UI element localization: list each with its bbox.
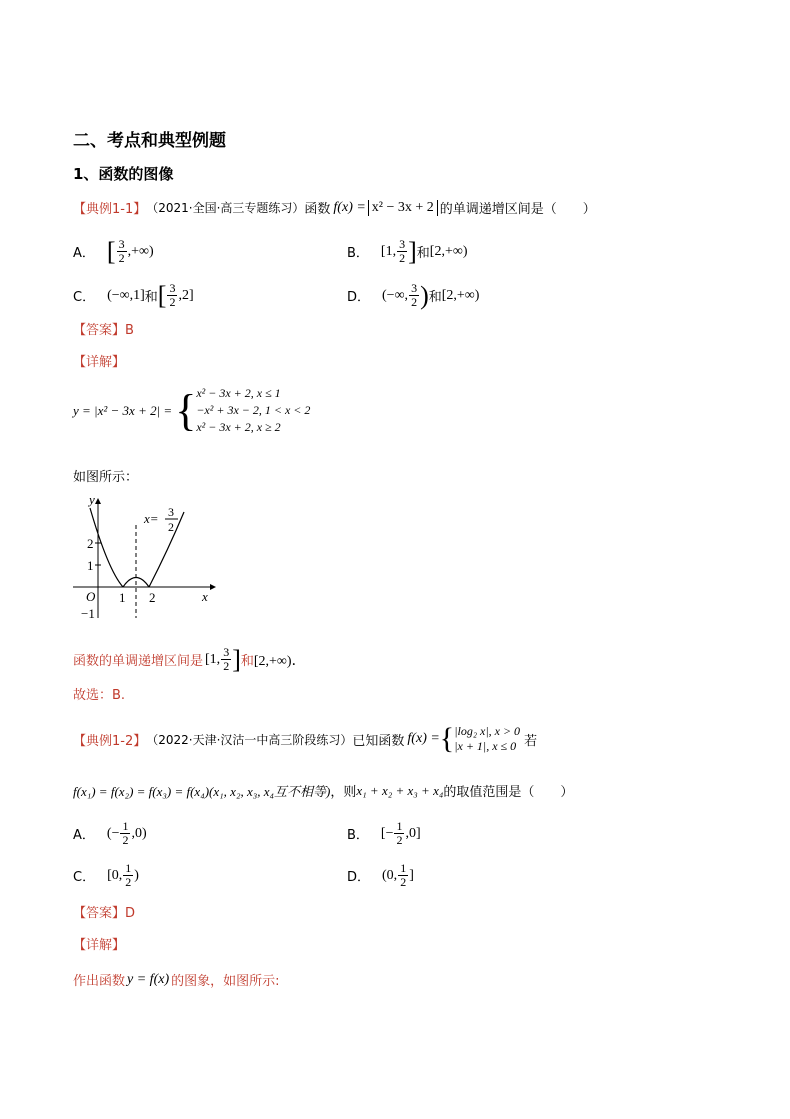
option-c	[73, 862, 139, 889]
stem-suffix: 的单调递增区间是（ ）	[439, 202, 596, 217]
func-abs: x² − 3x + 2	[368, 200, 438, 216]
equal-values: f(x₁) = f(x₂) = f(x₃) = f(x₄)(x₁, x₂, x₃, x₄互不相等)	[73, 784, 331, 799]
x-label: x	[202, 589, 208, 604]
option-label: C．	[73, 870, 96, 885]
option-d	[347, 862, 414, 889]
interval-tail: [2,+∞)．	[253, 653, 306, 669]
interval-tail: ,+∞)	[127, 243, 154, 259]
frac-den: 2	[223, 659, 230, 673]
x-tick-label-1: 1	[119, 590, 126, 605]
option-label: D．	[347, 870, 371, 885]
frac-num: 3	[223, 645, 230, 659]
asymmetry-num: 3	[168, 505, 174, 519]
y-tick-label-neg1: −1	[81, 606, 95, 621]
as-shown: 如图所示：	[73, 470, 139, 485]
option-c	[73, 282, 194, 309]
piece-2: −x² + 3x − 2, 1 < x < 2	[196, 403, 311, 417]
y-tick-label-1: 1	[87, 558, 94, 573]
frac-den: 2	[118, 251, 125, 265]
frac-den: 2	[122, 833, 129, 847]
and-word: 和	[416, 246, 430, 261]
conclusion-prefix: 函数的单调递增区间是	[73, 654, 204, 669]
piece-1: |log₂ x|, x > 0	[454, 724, 521, 738]
interval-head: [1,	[205, 651, 221, 667]
frac-den: 2	[396, 833, 403, 847]
curve-left	[90, 508, 123, 587]
piece-2: |x + 1|, x ≤ 0	[454, 739, 517, 753]
bracket: [	[157, 280, 167, 310]
interval-tail: )	[134, 867, 139, 883]
draw-suffix: 的图象，如图所示:	[171, 974, 280, 989]
interval-tail: [2,+∞)	[441, 287, 480, 303]
detail-2: 【详解】	[73, 938, 126, 953]
piecewise-expression: y = |x² − 3x + 2| = { x² − 3x + 2, x ≤ 1 −x² + 3x − 2, 1 < x < 2 x² − 3x + 2, x ≥ 2	[73, 385, 311, 435]
interval-tail: [2,+∞)	[429, 243, 468, 259]
interval-head: (−∞,	[382, 287, 409, 303]
interval-head: (−∞,1]	[107, 287, 145, 303]
stem-prefix: 已知函数	[352, 733, 405, 749]
frac-num: 3	[399, 237, 406, 251]
frac-den: 2	[169, 295, 176, 309]
interval-tail: ,0]	[405, 825, 421, 841]
then-word: ，则	[330, 785, 357, 800]
example-tag: 【典例1-1】	[73, 202, 147, 217]
draw-math: y = f(x)	[127, 971, 170, 987]
option-label: A．	[73, 828, 95, 843]
option-label: B．	[347, 828, 369, 843]
frac-den: 2	[400, 875, 407, 889]
sum-expression: x₁ + x₂ + x₃ + x₄	[356, 782, 444, 798]
interval-head: (−	[106, 825, 120, 841]
and-word: 和	[144, 290, 158, 305]
frac-num: 3	[169, 281, 176, 295]
frac-den: 2	[125, 875, 132, 889]
origin-label: O	[86, 589, 96, 604]
frac-num: 3	[411, 281, 418, 295]
option-a	[73, 820, 147, 847]
y-axis-arrow	[95, 498, 101, 504]
option-label: B．	[347, 246, 369, 261]
frac-num: 1	[400, 861, 407, 875]
x-tick-label-2: 2	[149, 590, 156, 605]
frac-num: 1	[125, 861, 132, 875]
bracket: )	[420, 280, 429, 310]
piece-3: x² − 3x + 2, x ≥ 2	[196, 420, 281, 434]
func-lhs: f(x) =	[333, 199, 366, 215]
choose-1: 故选：B.	[73, 688, 126, 703]
frac-den: 2	[411, 295, 418, 309]
example-source: （2021·全国·高三专题练习）	[146, 201, 305, 215]
ruo-word: 若	[524, 733, 538, 749]
draw-instruction	[73, 970, 280, 989]
interval-tail: ,2]	[178, 287, 194, 303]
func-lhs: f(x) =	[407, 731, 440, 746]
and-word: 和	[240, 654, 254, 669]
piece-1: x² − 3x + 2, x ≤ 1	[196, 386, 281, 400]
option-label: D．	[347, 290, 371, 305]
example-1-2-line2	[73, 781, 573, 800]
frac-num: 3	[118, 237, 125, 251]
subsection-title: 1、函数的图像	[73, 165, 174, 183]
piecewise-lhs: y = |x² − 3x + 2| =	[73, 402, 173, 418]
asymmetry-den: 2	[168, 520, 174, 534]
frac-den: 2	[399, 251, 406, 265]
frac-num: 1	[122, 819, 129, 833]
section-title: 二、考点和典型例题	[73, 131, 226, 151]
asymmetry-label: x=	[144, 511, 159, 526]
y-label: y	[89, 492, 95, 507]
interval-tail: ]	[409, 867, 414, 883]
example-tag: 【典例1-2】	[73, 733, 147, 749]
option-d	[347, 282, 479, 309]
example-1-1-stem	[73, 198, 596, 217]
draw-prefix: 作出函数	[73, 974, 126, 989]
function-graph	[68, 490, 218, 630]
interval-tail: ,0)	[131, 825, 147, 841]
interval-head: [−	[380, 825, 394, 841]
answer-2: 【答案】D	[73, 906, 136, 921]
option-a: A． [ $\frac{3}{2}$ ,+∞)	[73, 236, 154, 266]
interval-head: (0,	[382, 867, 398, 883]
bracket: ]	[232, 644, 241, 674]
answer-1: 【答案】B	[73, 323, 134, 338]
x-axis-arrow	[210, 584, 216, 590]
interval-head: [1,	[380, 243, 397, 259]
detail-1: 【详解】	[73, 355, 126, 370]
option-b	[347, 820, 421, 847]
interval-head: [0,	[107, 867, 123, 883]
bracket: ]	[408, 236, 417, 266]
example-source: （2022·天津·汉沽一中高三阶段练习）	[146, 732, 353, 747]
example-1-2-stem: 【典例1-2】 （2022·天津·汉沽一中高三阶段练习） 已知函数 f(x) = { |log₂ x|, x > 0 |x + 1|, x ≤ 0 若	[73, 722, 538, 755]
and-word: 和	[428, 290, 442, 305]
option-b	[347, 238, 467, 265]
option-label: C．	[73, 290, 96, 305]
frac-num: 1	[396, 819, 403, 833]
line2-tail: 的取值范围是（ ）	[443, 785, 574, 800]
stem-prefix: 函数	[304, 202, 331, 217]
option-label: A．	[73, 246, 95, 261]
conclusion	[73, 646, 306, 673]
y-tick-label-2: 2	[87, 536, 94, 551]
